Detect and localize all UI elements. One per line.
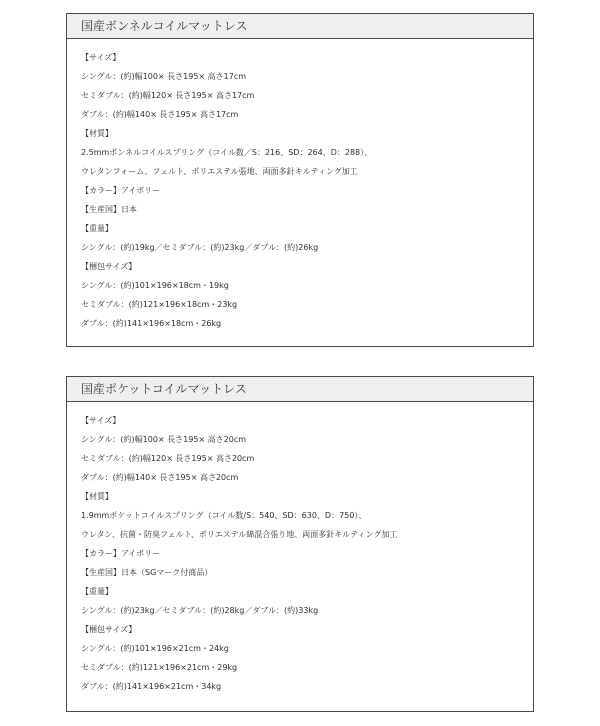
spec-box-title: 国産ボンネルコイルマットレス	[67, 14, 533, 39]
spec-size-double: ダブル：(約)幅140× 長さ195× 高さ17cm	[81, 110, 239, 119]
spec-origin: 【生産国】日本（SGマーク付商品）	[81, 568, 213, 577]
spec-weight-values: シングル：(約)23kg／セミダブル：(約)28kg／ダブル：(約)33kg	[81, 606, 319, 615]
spec-heading-material: 【材質】	[81, 492, 113, 501]
spec-heading-size: 【サイズ】	[81, 416, 121, 425]
spec-heading-package: 【梱包サイズ】	[81, 262, 137, 271]
spec-package-single: シングル：(約)101×196×18cm・19kg	[81, 281, 229, 290]
spec-package-single: シングル：(約)101×196×21cm・24kg	[81, 644, 229, 653]
spec-heading-size: 【サイズ】	[81, 53, 121, 62]
spec-material-fabric: ウレタン、抗菌・防臭フェルト、ポリエステル綿混合張り地、両面多針キルティング加工	[81, 530, 398, 539]
spec-package-semidouble: セミダブル：(約)121×196×21cm・29kg	[81, 663, 238, 672]
spec-origin: 【生産国】日本	[81, 205, 137, 214]
spec-color: 【カラー】アイボリー	[81, 549, 161, 558]
spec-size-single: シングル：(約)幅100× 長さ195× 高さ17cm	[81, 72, 247, 81]
spec-box-body	[67, 39, 533, 333]
spec-size-semidouble: セミダブル：(約)幅120× 長さ195× 高さ17cm	[81, 91, 255, 100]
spec-size-semidouble: セミダブル：(約)幅120× 長さ195× 高さ20cm	[81, 454, 255, 463]
spec-material-spring: 1.9mmポケットコイルスプリング（コイル数/S：540、SD：630、D：750）、	[81, 511, 367, 520]
spec-heading-material: 【材質】	[81, 129, 113, 138]
spec-size-single: シングル：(約)幅100× 長さ195× 高さ20cm	[81, 435, 247, 444]
spec-color: 【カラー】アイボリー	[81, 186, 161, 195]
spec-material-spring: 2.5mmボンネルコイルスプリング（コイル数／S：216、SD：264、D：288）、	[81, 148, 373, 157]
spec-box-title: 国産ポケットコイルマットレス	[67, 377, 533, 402]
pocket-coil-spec-box	[66, 376, 534, 712]
spec-package-double: ダブル：(約)141×196×21cm・34kg	[81, 682, 222, 691]
spec-heading-package: 【梱包サイズ】	[81, 625, 137, 634]
spec-box-body	[67, 402, 533, 696]
spec-heading-weight: 【重量】	[81, 224, 113, 233]
spec-material-fabric: ウレタンフォーム、フェルト、ポリエステル張地、両面多針キルティング加工	[81, 167, 358, 176]
spec-size-double: ダブル：(約)幅140× 長さ195× 高さ20cm	[81, 473, 239, 482]
spec-package-double: ダブル：(約)141×196×18cm・26kg	[81, 319, 222, 328]
spec-weight-values: シングル：(約)19kg／セミダブル：(約)23kg／ダブル：(約)26kg	[81, 243, 319, 252]
spec-heading-weight: 【重量】	[81, 587, 113, 596]
bonnell-coil-spec-box	[66, 13, 534, 347]
spec-package-semidouble: セミダブル：(約)121×196×18cm・23kg	[81, 300, 238, 309]
